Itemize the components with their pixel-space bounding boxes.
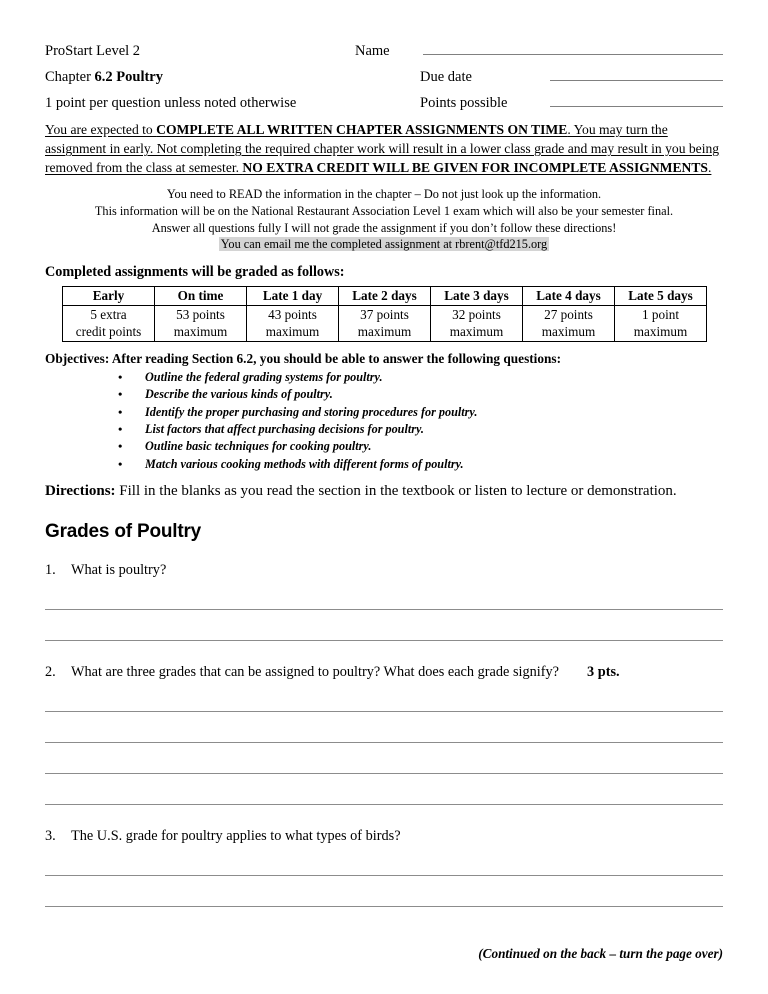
grading-value-cell [431,306,523,342]
answer-line[interactable] [45,583,723,614]
grading-lead-text: Completed assignments will be graded as follows: [45,263,345,280]
question-text: What is poultry? [71,562,167,579]
grading-value-cell [615,306,707,342]
grading-value-line2: maximum [173,323,228,339]
answer-line[interactable] [45,614,723,645]
grading-header-cell: Late 1 day [247,286,339,305]
due-date-label: Due date [420,69,472,85]
expectation-bold-1: COMPLETE ALL WRITTEN CHAPTER ASSIGNMENTS ON TIME [156,122,568,137]
instruction-notes [45,186,723,253]
answer-line[interactable] [45,849,723,880]
expectation-paragraph [45,120,723,177]
grading-header-cell: On time [155,286,247,305]
grading-value-cell [523,306,615,342]
points-possible-label: Points possible [420,95,508,111]
question-block [45,828,723,911]
grading-header-cell: Late 2 days [339,286,431,305]
question-number: 3. [45,828,56,845]
question-text [71,664,723,681]
objective-item: • Outline the federal grading systems for poultry. [45,369,723,386]
grading-value-line1: 43 points [268,307,317,323]
question-block [45,562,723,645]
question-line [45,562,723,579]
chapter-prefix: Chapter [45,69,95,85]
grading-value-line1: 5 extra [90,307,127,323]
due-date-input-line[interactable] [550,68,723,81]
section-heading: Grades of Poultry [45,521,202,543]
directions-text: Fill in the blanks as you read the section in the textbook or listen to lecture or demonstration. [115,483,677,500]
page-content [45,42,723,911]
directions-label: Directions: [45,483,116,500]
answer-lines [45,583,723,645]
question-number: 1. [45,562,56,579]
grading-value-line2: maximum [357,323,412,339]
grading-value-line2: maximum [633,323,688,339]
note-line-1: You need to READ the information in the chapter – Do not just look up the information. [166,187,602,202]
question-line [45,828,723,845]
header-row-points-possible [45,94,723,111]
answer-line[interactable] [45,716,723,747]
note-line-4-email [45,236,723,253]
expectation-part-1: You are expected to [45,122,157,137]
expectation-part-3: . [708,160,712,176]
question-text: The U.S. grade for poultry applies to what types of birds? [71,828,401,845]
answer-line[interactable] [45,747,723,778]
grading-value-line2: maximum [449,323,504,339]
objective-item: • Match various cooking methods with different forms of poultry. [45,456,723,473]
grading-value-line1: 37 points [360,307,409,323]
objective-item: • Identify the proper purchasing and storing procedures for poultry. [45,404,723,421]
name-label: Name [355,43,390,59]
course-title: ProStart Level 2 [45,43,141,59]
grading-value-cell [339,306,431,342]
grading-header-cell: Late 3 days [431,286,523,305]
grading-value-line1: 1 point [642,307,679,323]
objective-item: • Outline basic techniques for cooking poultry. [45,438,723,455]
directions-paragraph [45,483,723,500]
points-possible-input-line[interactable] [550,94,723,107]
chapter-title [45,69,420,86]
grading-header-cell: Late 4 days [523,286,615,305]
expectation-part-2: . You may turn the assignment in early. Not completing the required chapter work will result in a lower class grade and may result in you being removed from the class at semester. [45,122,720,176]
objectives-title: Objectives: After reading Section 6.2, you should be able to answer the following questions: [45,351,562,367]
objective-item: • Describe the various kinds of poultry. [45,386,723,403]
grading-header-cell: Late 5 days [615,286,707,305]
points-per-question-note: 1 point per question unless noted otherwise [45,95,297,111]
header-row-due-date [45,68,723,85]
grading-value-line1: 53 points [176,307,225,323]
grading-value-line1: 27 points [544,307,593,323]
question-number: 2. [45,664,56,681]
grading-header-cell: Early [63,286,155,305]
expectation-bold-2: NO EXTRA CREDIT WILL BE GIVEN FOR INCOMPLETE ASSIGNMENTS [242,160,708,176]
answer-lines [45,849,723,911]
answer-lines [45,685,723,809]
chapter-number-title: 6.2 Poultry [94,69,163,85]
question-line [45,664,723,681]
note-line-2: This information will be on the National Restaurant Association Level 1 exam which will also be your semester final. [94,203,674,218]
grading-value-line2: maximum [265,323,320,339]
grading-value-cell [247,306,339,342]
grading-value-cell [155,306,247,342]
objectives-list [45,369,723,473]
question-text-body: What are three grades that can be assigned to poultry? What does each grade signify? [71,664,560,681]
grading-table-header-row [63,286,707,305]
grading-value-line1: 32 points [452,307,501,323]
header-row-name [45,42,723,59]
name-input-line[interactable] [423,42,723,55]
grading-table [62,286,707,342]
answer-line[interactable] [45,685,723,716]
question-block [45,664,723,809]
grading-table-value-row [63,306,707,342]
note-line-3: Answer all questions fully I will not grade the assignment if you don’t follow these directions! [151,220,617,235]
grading-value-line2: maximum [541,323,596,339]
answer-line[interactable] [45,880,723,911]
page-footer-note: (Continued on the back – turn the page over) [478,946,723,961]
question-points: 3 pts. [587,664,620,681]
grading-value-cell [63,306,155,342]
answer-line[interactable] [45,778,723,809]
objective-item: • List factors that affect purchasing decisions for poultry. [45,421,723,438]
email-highlight: You can email me the completed assignment at rbrent@tfd215.org [220,237,548,252]
grading-value-line2: credit points [75,323,142,339]
